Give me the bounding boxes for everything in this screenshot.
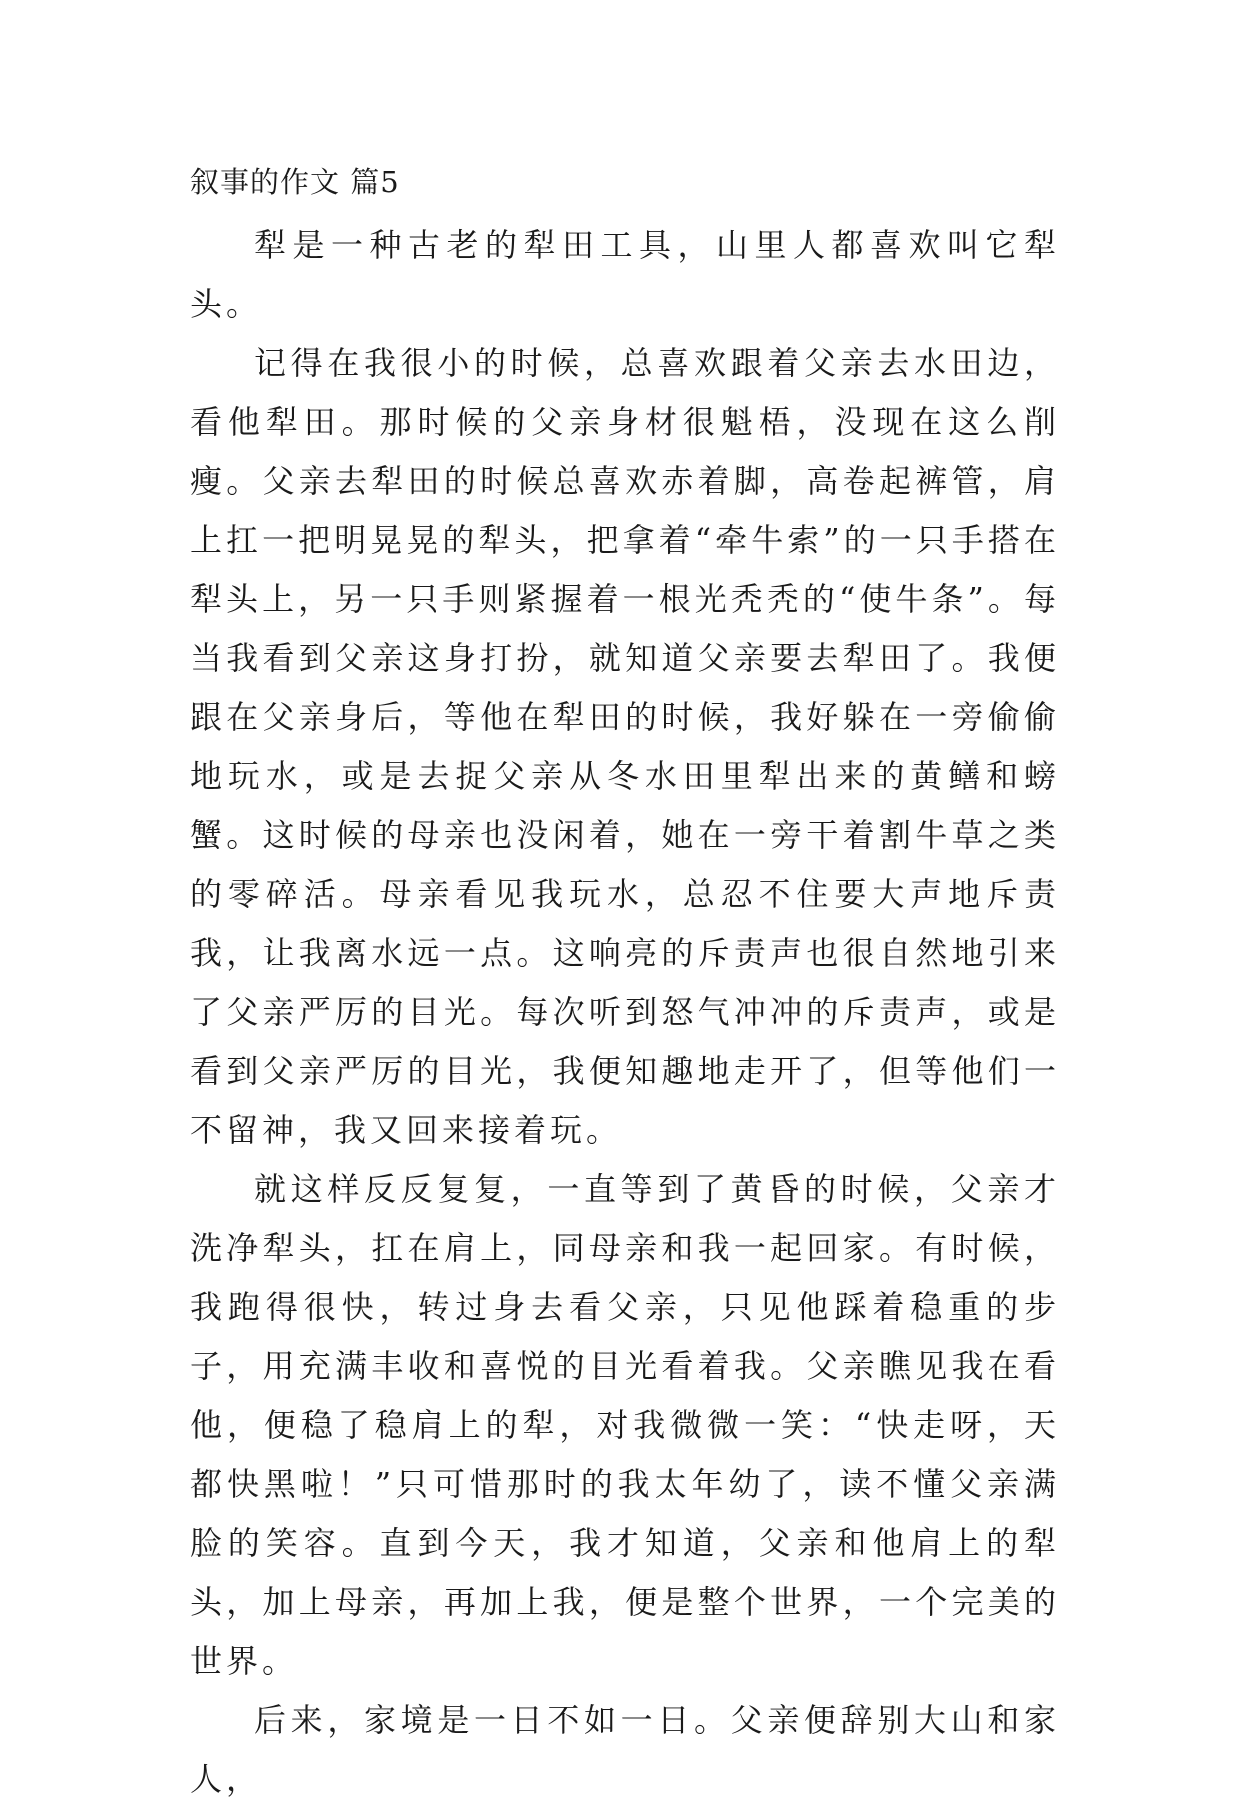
paragraph: 犁是一种古老的犁田工具，山里人都喜欢叫它犁头。 <box>190 226 1060 323</box>
document-title: 叙事的作文 篇5 <box>190 165 400 199</box>
document-body <box>190 216 1060 1809</box>
paragraph: 后来，家境是一日不如一日。父亲便辞别大山和家人， <box>190 1701 1060 1798</box>
paragraph: 记得在我很小的时候，总喜欢跟着父亲去水田边，看他犁田。那时候的父亲身材很魁梧，没现在这么削瘦。父亲去犁田的时候总喜欢赤着脚，高卷起裤管，肩上扛一把明晃晃的犁头，把拿着“牵牛索”的一只手搭在犁头上，另一只手则紧握着一根光秃秃的“使牛条”。每当我看到父亲这身打扮，就知道父亲要去犁田了。我便跟在父亲身后，等他在犁田的时候，我好躲在一旁偷偷地玩水，或是去捉父亲从冬水田里犁出来的黄鳝和螃蟹。这时候的母亲也没闲着，她在一旁干着割牛草之类的零碎活。母亲看见我玩水，总忍不住要大声地斥责我，让我离水远一点。这响亮的斥责声也很自然地引来了父亲严厉的目光。每次听到怒气冲冲的斥责声，或是看到父亲严厉的目光，我便知趣地走开了，但等他们一不留神，我又回来接着玩。 <box>190 344 1060 1149</box>
paragraph: 就这样反反复复，一直等到了黄昏的时候，父亲才洗净犁头，扛在肩上，同母亲和我一起回家。有时候，我跑得很快，转过身去看父亲，只见他踩着稳重的步子，用充满丰收和喜悦的目光看着我。父亲瞧见我在看他，便稳了稳肩上的犁，对我微微一笑：“快走呀，天都快黑啦！”只可惜那时的我太年幼了，读不懂父亲满脸的笑容。直到今天，我才知道，父亲和他肩上的犁头，加上母亲，再加上我，便是整个世界，一个完美的世界。 <box>190 1170 1060 1680</box>
